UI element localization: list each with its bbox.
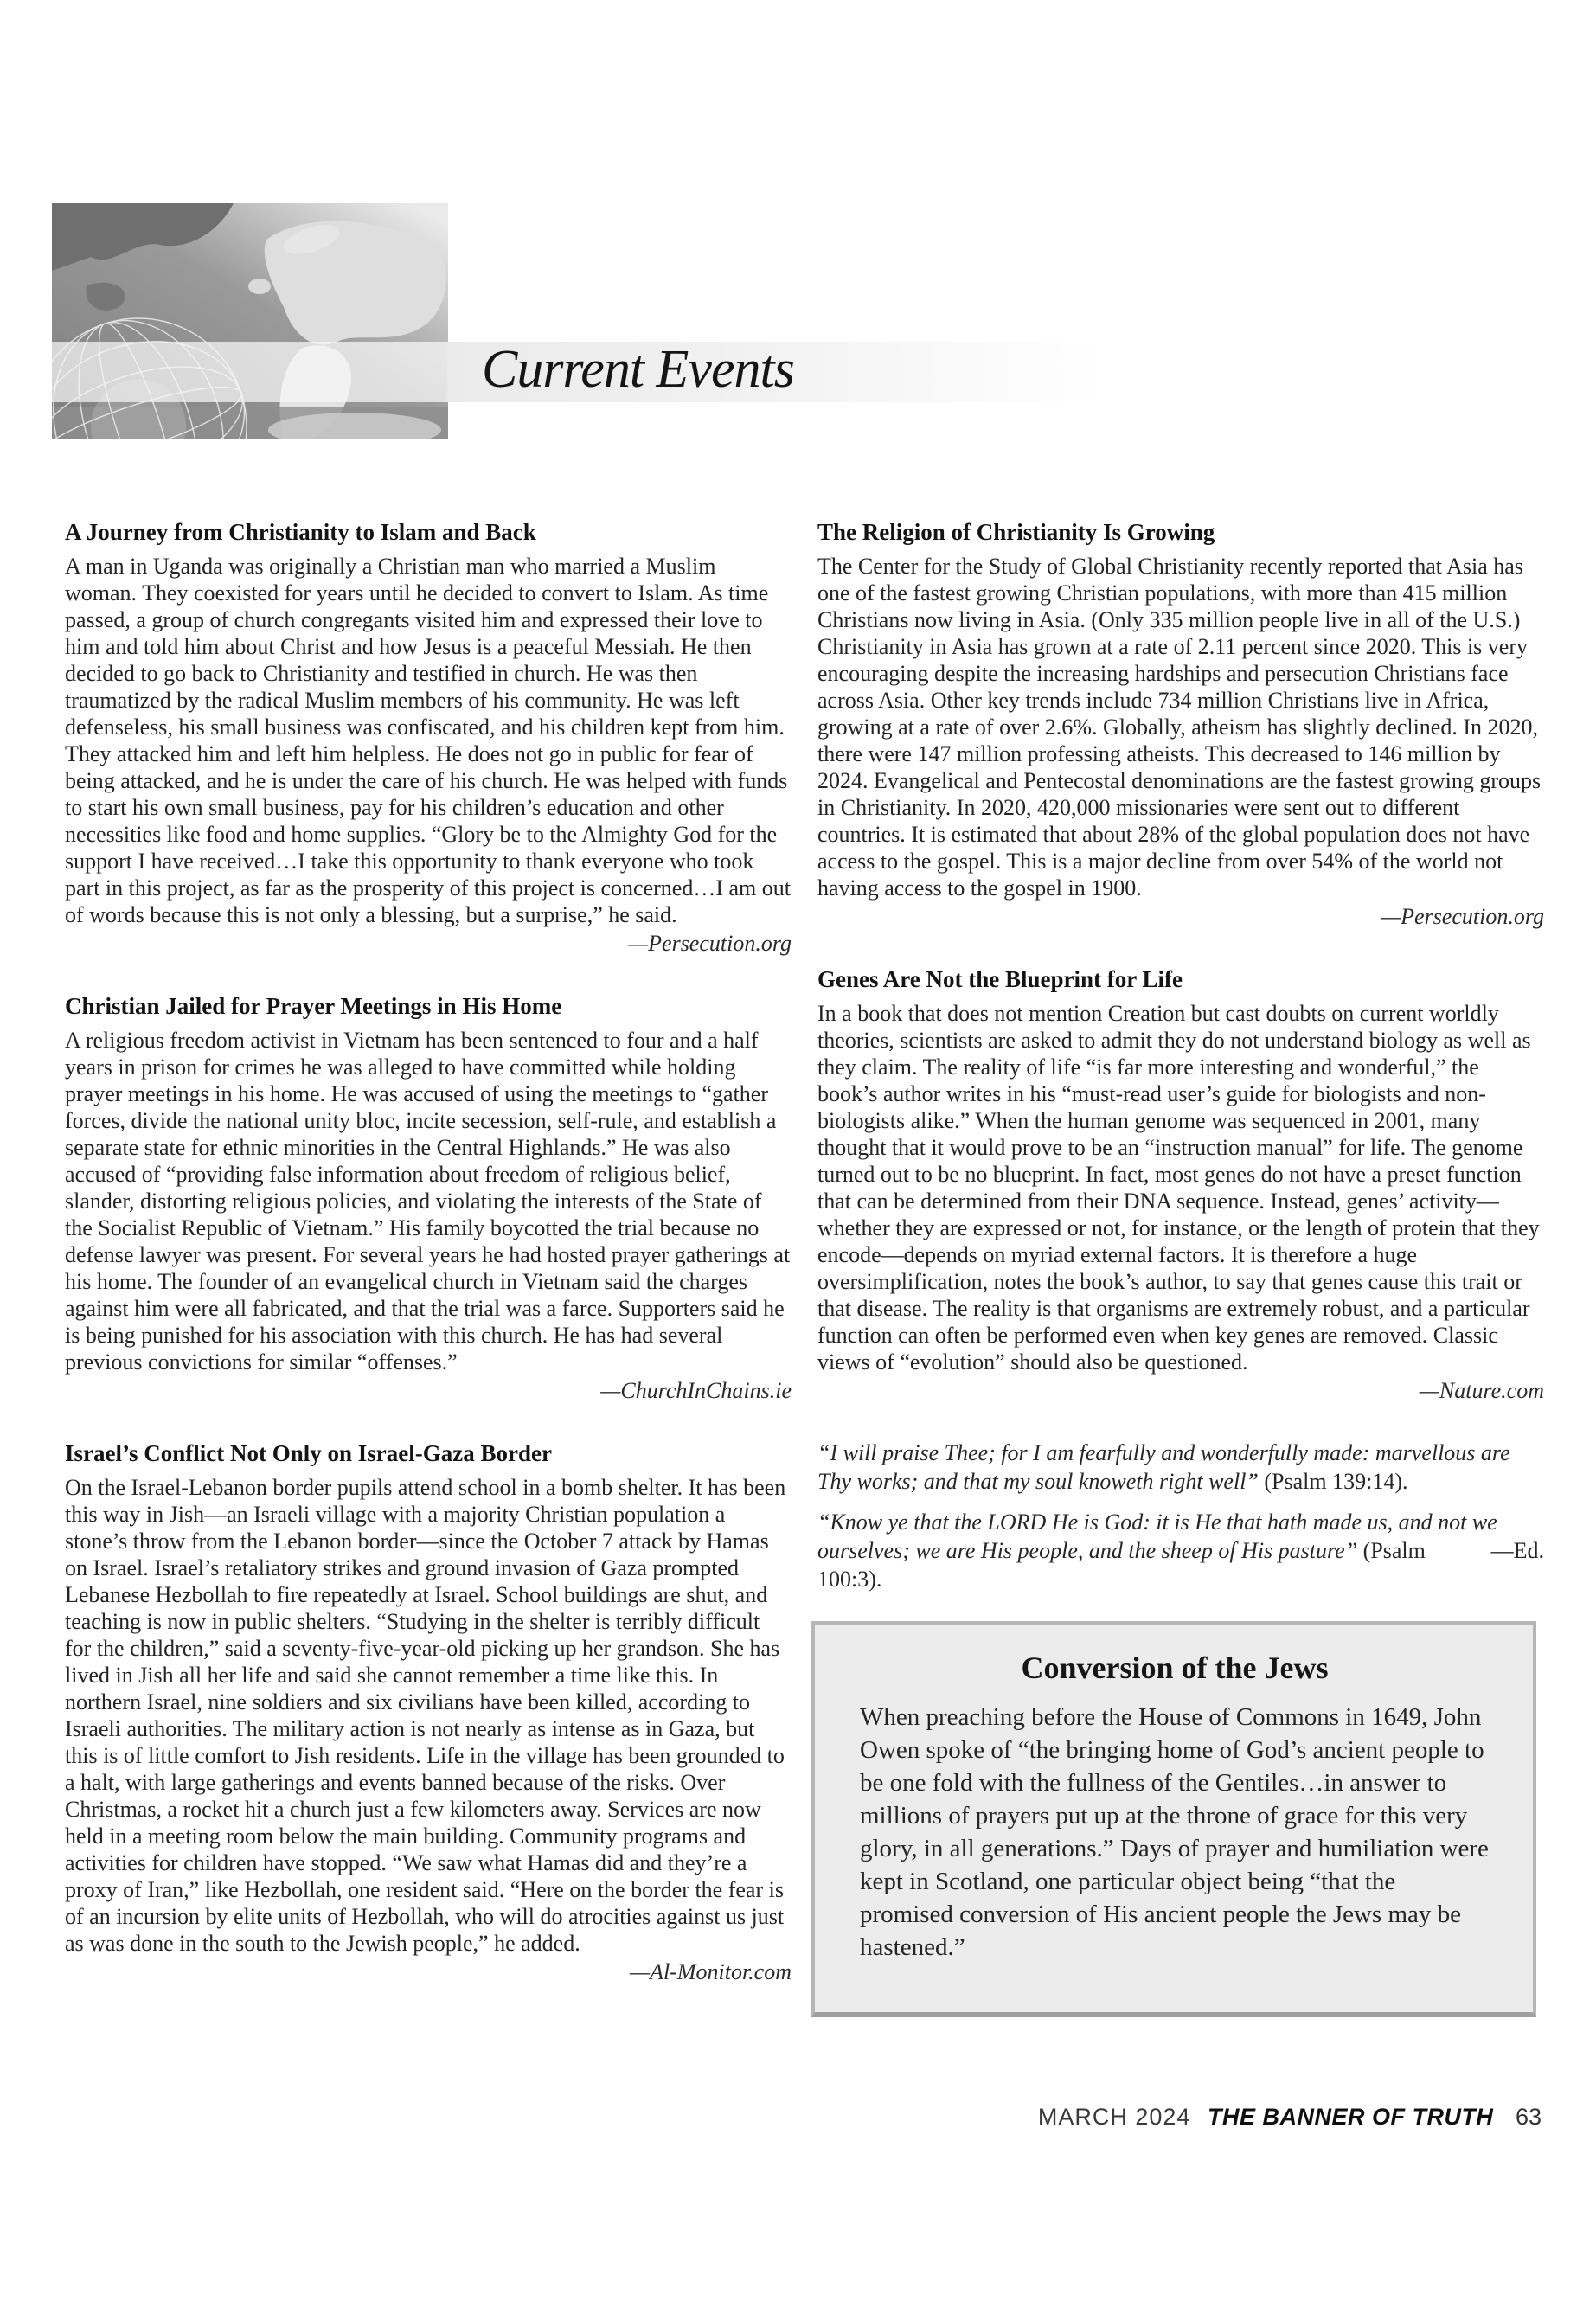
article-journey (65, 517, 792, 957)
footer-page-number: 63 (1515, 2104, 1542, 2130)
article-heading: A Journey from Christianity to Islam and Back (65, 519, 536, 545)
article-body: On the Israel-Lebanon border pupils attend school in a bomb shelter. It has been this way in Jish—an Israeli village with a majority Christian population a stone’s throw from the Lebanon border—since the October 7 attack by Hamas on Israel. Israel’s retaliatory strikes and ground invasion of Gaza prompted Lebanese Hezbollah to fire repeatedly at Israel. School buildings are shut, and teaching is now in public shelters. “Studying in the shelter is terribly difficult for the children,” said a seventy-five-year-old picking up her grandson. She has lived in Jish all her life and said she cannot remember a time like this. In northern Israel, nine soldiers and six civilians have been killed, according to Israeli authorities. The military action is not nearly as intense as in Gaza, but this is of little comfort to Jish residents. Life in the village has been grounded to a halt, with large gatherings and events banned because of the risks. Over Christmas, a rocket hit a church just a few kilometers away. Services are now held in a meeting room below the main building. Community programs and activities for children have stopped. “We saw what Hamas did and they’re a proxy of Iran,” like Hezbollah, one resident said. “Here on the border the fear is of an incursion by elite units of Hezbollah, who will do atrocities against us just as was done in the south to the Jewish people,” he added. (65, 1475, 786, 1956)
scripture-quote-psalm-100 (817, 1508, 1544, 1593)
article-attribution: —Al-Monitor.com (629, 1959, 792, 1984)
left-column (65, 517, 792, 2020)
article-heading: Israel’s Conflict Not Only on Israel-Gaza Border (65, 1440, 552, 1466)
section-title: Current Events (482, 340, 794, 399)
box-title: Conversion of the Jews (1021, 1650, 1329, 1685)
right-column (817, 517, 1544, 2017)
article-vietnam (65, 991, 792, 1404)
quote-text: “I will praise Thee; for I am fearfully and wonderfully made: marvellous are Thy works; and that my soul knoweth right well” (817, 1440, 1510, 1494)
article-heading: The Religion of Christianity Is Growing (817, 519, 1215, 545)
article-attribution: —Persecution.org (628, 931, 792, 956)
article-israel (65, 1439, 792, 1985)
article-attribution: —ChurchInChains.ie (600, 1378, 792, 1403)
editor-signoff: —Ed. (1490, 1538, 1544, 1563)
quote-reference: (Psalm 139:14). (1264, 1469, 1408, 1494)
quote-text: “Know ye that the LORD He is God: it is He that hath made us, and not we ourselves; we are His people, and the sheep of His pasture” (817, 1509, 1497, 1563)
article-heading: Genes Are Not the Blueprint for Life (817, 966, 1183, 992)
quote-reference: (Psalm 100:3). (817, 1538, 1426, 1592)
footer-issue: MARCH 2024 (1037, 2104, 1191, 2130)
article-body: A man in Uganda was originally a Christian man who married a Muslim woman. They coexisted for years until he decided to convert to Islam. As time passed, a group of church congregants visited him and expressed their love to him and told him about Christ and how Jesus is a peaceful Messiah. He then decided to go back to Christianity and testified in church. He was then traumatized by the radical Muslim members of his community. He was left defenseless, his small business was confiscated, and his children kept from him. They attacked him and left him helpless. He does not go in public for fear of being attacked, and he is under the care of his church. He was helped with funds to start his own small business, pay for his children’s education and other necessities like food and home supplies. “Glory be to the Almighty God for the support I have received…I take this opportunity to thank everyone who took part in this project, as far as the prosperity of this project is concerned…I am out of words because this is not only a blessing, but a surprise,” he said. (65, 554, 791, 927)
world-map-image (52, 203, 448, 439)
article-attribution: —Nature.com (1419, 1378, 1544, 1403)
page-footer (1038, 2104, 1542, 2131)
article-genes (817, 965, 1544, 1404)
article-body: A religious freedom activist in Vietnam has been sentenced to four and a half years in prison for crimes he was alleged to have committed while holding prayer meetings in his home. He was accused of using the meetings to “gather forces, divide the national unity bloc, incite secession, self-rule, and establish a separate state for ethnic minorities in the Central Highlands.” He was also accused of “providing false information about freedom of religious belief, slander, distorting religious policies, and violating the interests of the State of the Socialist Republic of Vietnam.” His family boycotted the trial because no defense lawyer was present. For several years he had hosted prayer gatherings at his home. The founder of an evangelical church in Vietnam said the charges against him were all fabricated, and that the trial was a farce. Supporters said he is being punished for his association with this church. He has had several previous convictions for similar “offenses.” (65, 1028, 791, 1375)
scripture-quote-psalm-139 (817, 1439, 1544, 1496)
article-heading: Christian Jailed for Prayer Meetings in His Home (65, 993, 562, 1019)
conversion-of-the-jews-box (811, 1621, 1536, 2017)
article-body: In a book that does not mention Creation but cast doubts on current worldly theories, scientists are asked to admit they do not understand biology as well as they claim. The reality of life “is far more interesting and wonderful,” the book’s author writes in his “must-read user’s guide for biologists and non-biologists alike.” When the human genome was sequenced in 2001, many thought that it would prove to be an “instruction manual” for life. The genome turned out to be no blueprint. In fact, most genes do not have a preset function that can be determined from their DNA sequence. Instead, genes’ activity—whether they are expressed or not, for instance, or the length of protein that they encode—depends on myriad external factors. It is therefore a huge oversimplification, notes the book’s author, to say that genes cause this trait or that disease. The reality is that organisms are extremely robust, and a particular function can often be performed even when key genes are removed. Classic views of “evolution” should also be questioned. (817, 1001, 1540, 1375)
world-map-graphic (52, 203, 448, 439)
article-christianity-growing (817, 517, 1544, 930)
box-body: When preaching before the House of Commons in 1649, John Owen spoke of “the bringing home of God’s ancient people to be one fold with the fullness of the Gentiles…in answer to millions of prayers put up at the throne of grace for this very glory, in all generations.” Days of prayer and humiliation were kept in Scotland, one particular object being “that the promised conversion of His ancient people the Jews may be hastened.” (860, 1703, 1489, 1961)
footer-magazine-title: THE BANNER OF TRUTH (1207, 2104, 1494, 2130)
article-attribution: —Persecution.org (1381, 904, 1544, 929)
article-body: The Center for the Study of Global Christianity recently reported that Asia has one of the fastest growing Christian populations, with more than 415 million Christians now living in Asia. (Only 335 million people live in all of the U.S.) Christianity in Asia has grown at a rate of 2.11 percent since 2020. This is very encouraging despite the increasing hardships and persecution Christians face across Asia. Other key trends include 734 million Christians live in Africa, growing at a rate of over 2.6%. Globally, atheism has slightly declined. In 2020, there were 147 million professing atheists. This decreased to 146 million by 2024. Evangelical and Pentecostal denominations are the fastest growing groups in Christianity. In 2020, 420,000 missionaries were sent out to different countries. It is estimated that about 28% of the global population does not have access to the gospel. This is a major decline from over 54% of the world not having access to the gospel in 1900. (817, 554, 1542, 901)
